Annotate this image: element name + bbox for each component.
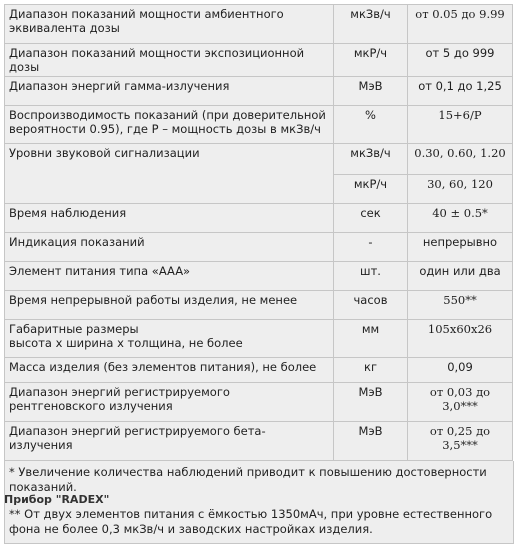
unit-cell: сек (334, 204, 408, 233)
table-row (5, 106, 513, 144)
cut-off-heading: Прибор "RADEX" (4, 493, 110, 506)
param-cell: Время наблюдения (5, 204, 334, 233)
value-cell: один или два (408, 262, 513, 291)
table-row (5, 44, 513, 77)
unit-cell: шт. (334, 262, 408, 291)
table-row (5, 320, 513, 358)
param-cell: Элемент питания типа «AAA» (5, 262, 334, 291)
value-cell: 30, 60, 120 (408, 175, 513, 204)
value-cell: 550** (408, 291, 513, 320)
table-row (5, 204, 513, 233)
table-row (5, 291, 513, 320)
param-cell: Диапазон энергий регистрируемого рентгеновского излучения (5, 383, 334, 422)
param-cell: Диапазон показаний мощности экспозиционной дозы (5, 44, 334, 77)
param-cell: Диапазон показаний мощности амбиентного эквивалента дозы (5, 5, 334, 44)
param-cell: Время непрерывной работы изделия, не менее (5, 291, 334, 320)
unit-cell: кг (334, 358, 408, 383)
value-cell: 15+6/Р (408, 106, 513, 144)
value-cell: от 0,25 до 3,5*** (408, 422, 513, 461)
footnote-2: ** От двух элементов питания с ёмкостью 1350мАч, при уровне естественного фона не более 0,3 мкЗв/ч и заводских настройках изделия. (9, 507, 493, 536)
value-cell: 0,09 (408, 358, 513, 383)
value-cell: от 0,1 до 1,25 (408, 77, 513, 106)
unit-cell: - (334, 233, 408, 262)
unit-cell: МэВ (334, 383, 408, 422)
table-row (5, 358, 513, 383)
unit-cell: часов (334, 291, 408, 320)
param-cell: Диапазон энергий регистрируемого бета-излучения (5, 422, 334, 461)
value-cell: от 0,03 до 3,0*** (408, 383, 513, 422)
unit-cell: мкР/ч (334, 175, 408, 204)
table-row (5, 77, 513, 106)
param-cell: Масса изделия (без элементов питания), не более (5, 358, 334, 383)
table-row (5, 144, 513, 175)
unit-cell: МэВ (334, 77, 408, 106)
value-cell: непрерывно (408, 233, 513, 262)
specifications-table (4, 4, 513, 461)
value-cell: от 0.05 до 9.99 (408, 5, 513, 44)
value-cell: 40 ± 0.5* (408, 204, 513, 233)
unit-cell: мкЗв/ч (334, 5, 408, 44)
unit-cell: мкЗв/ч (334, 144, 408, 175)
spec-table-frame (4, 4, 512, 544)
unit-cell: % (334, 106, 408, 144)
param-cell: Диапазон энергий гамма-излучения (5, 77, 334, 106)
value-cell: 105x60x26 (408, 320, 513, 358)
table-row (5, 422, 513, 461)
value-cell: от 5 до 999 (408, 44, 513, 77)
value-cell: 0.30, 0.60, 1.20 (408, 144, 513, 175)
param-cell: Уровни звуковой сигнализации (5, 144, 334, 204)
param-cell: Габаритные размеры высота х ширина х толщина, не более (5, 320, 334, 358)
table-row (5, 262, 513, 291)
param-cell: Воспроизводимость показаний (при доверительной вероятности 0.95), где Р – мощность дозы в мкЗв/ч (5, 106, 334, 144)
table-row (5, 383, 513, 422)
unit-cell: МэВ (334, 422, 408, 461)
footnote-1: * Увеличение количества наблюдений приводит к повышению достоверности показаний. (9, 465, 487, 494)
table-row (5, 233, 513, 262)
unit-cell: мм (334, 320, 408, 358)
unit-cell: мкР/ч (334, 44, 408, 77)
param-cell: Индикация показаний (5, 233, 334, 262)
table-row (5, 5, 513, 44)
